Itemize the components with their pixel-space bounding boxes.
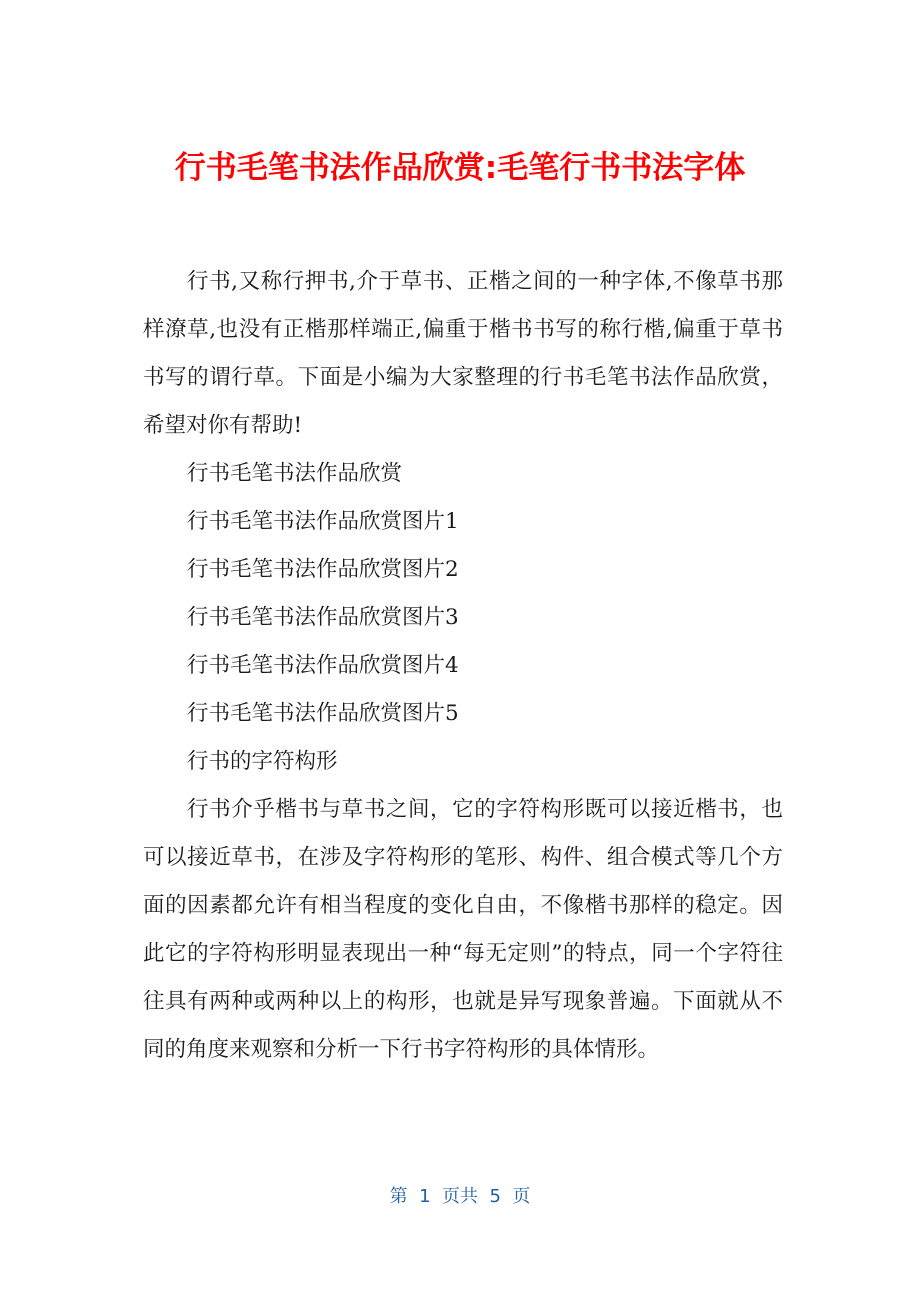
section-heading-structure: 行书的字符构形: [187, 749, 338, 774]
image-caption-1: 行书毛笔书法作品欣赏图片1: [187, 509, 459, 534]
section-heading-appreciation: 行书毛笔书法作品欣赏: [187, 461, 403, 486]
image-caption-5: 行书毛笔书法作品欣赏图片5: [187, 701, 459, 726]
structure-paragraph: 行书介乎楷书与草书之间，它的字符构形既可以接近楷书，也可以接近草书，在涉及字符构形的笔形、构件、组合模式等几个方面的因素都允许有相当程度的变化自由，不像楷书那样的稳定。因此它的字符构形明显表现出一种“每无定则”的特点，同一个字符往往具有两种或两种以上的构形，也就是异写现象普遍。下面就从不同的角度来观察和分析一下行书字符构形的具体情形。: [143, 797, 783, 1062]
intro-paragraph: 行书,又称行押书,介于草书、正楷之间的一种字体,不像草书那样潦草,也没有正楷那样端正,偏重于楷书书写的称行楷,偏重于草书书写的谓行草。下面是小编为大家整理的行书毛笔书法作品欣赏，希望对你有帮助!: [143, 269, 783, 438]
image-caption-4: 行书毛笔书法作品欣赏图片4: [187, 653, 459, 678]
image-caption-3: 行书毛笔书法作品欣赏图片3: [187, 605, 459, 630]
page-number-footer: 第 1 页共 5 页: [389, 1186, 531, 1207]
page-title: 行书毛笔书法作品欣赏:毛笔行书书法字体: [174, 150, 746, 186]
image-caption-2: 行书毛笔书法作品欣赏图片2: [187, 557, 459, 582]
article-body: [143, 258, 783, 1074]
